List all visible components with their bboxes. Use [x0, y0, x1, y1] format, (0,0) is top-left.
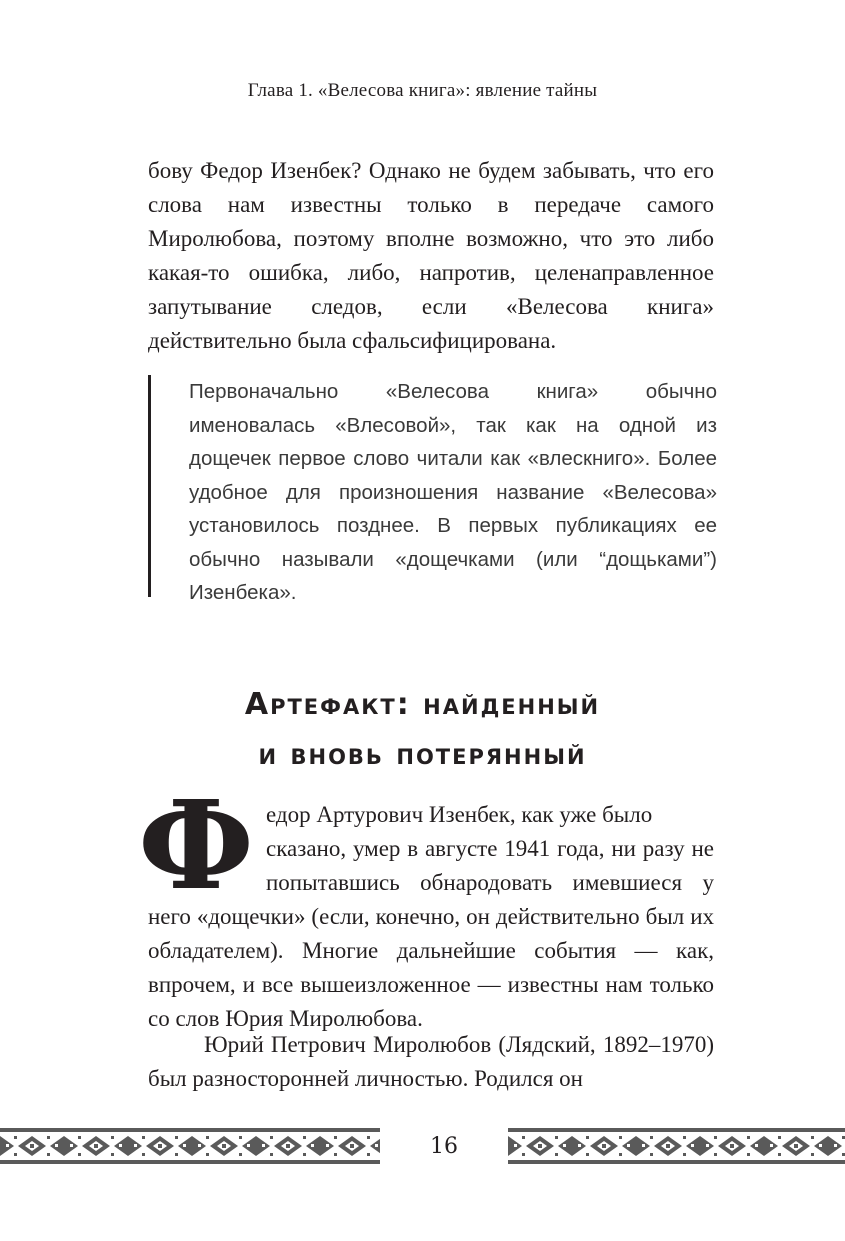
ornament-pattern-left [0, 1128, 380, 1164]
page-number: 16 [430, 1134, 458, 1159]
section-heading-line-1: Артефакт: найденный [244, 687, 601, 722]
body-paragraph-3: Юрий Петрович Миролюбов (Лядский, 1892–1970) был разносторонней личностью. Родился он [148, 1032, 714, 1091]
paragraph-2-rest [148, 832, 714, 1036]
paragraph-2-indented-lines: сказано, умер в августе 1941 года, ни разу не попытавшись обнародовать имевшиеся у [266, 836, 714, 895]
section-heading-line-2: и вновь потерянный [258, 737, 587, 772]
ornament-border-right [508, 1128, 845, 1164]
paragraph-2-wrapped [148, 832, 714, 1036]
body-paragraph-1: бову Федор Изенбек? Однако не будем забывать, что его слова нам известны только в передаче самого Миролюбова, поэтому вполне возможно, что это либо какая-то ошибка, либо, напротив, целенаправленное запутывание следов, если «Велесова книга» действительно была сфальсифицирована. [148, 158, 714, 353]
sidebar-note-text: Первоначально «Велесова книга» обычно именовалась «Влесовой», так как на одной из дощечек первое слово читали как «влескниго». Более удобное для произношения название «Велесова» установилось позднее. В первых публикациях ее обычно называли «дощечками (или “дощьками”) Изенбека». [189, 380, 717, 604]
paragraph-2-first-line: едор Артурович Изенбек, как уже было [266, 802, 653, 827]
sidebar-note [148, 375, 717, 604]
drop-cap: Ф [138, 773, 254, 917]
ornament-border-left [0, 1128, 380, 1164]
section-heading [0, 680, 845, 780]
body-paragraph-2 [148, 798, 714, 1036]
running-head: Глава 1. «Велесова книга»: явление тайны [247, 80, 598, 101]
ornament-pattern-right [508, 1128, 845, 1164]
paragraph-2-full-lines: него «дощечки» (если, конечно, он действительно был их обладателем). Многие дальнейшие события — как, впрочем, и все вышеизложенное — известны нам только со слов Юрия Миролюбова. [148, 904, 714, 1031]
